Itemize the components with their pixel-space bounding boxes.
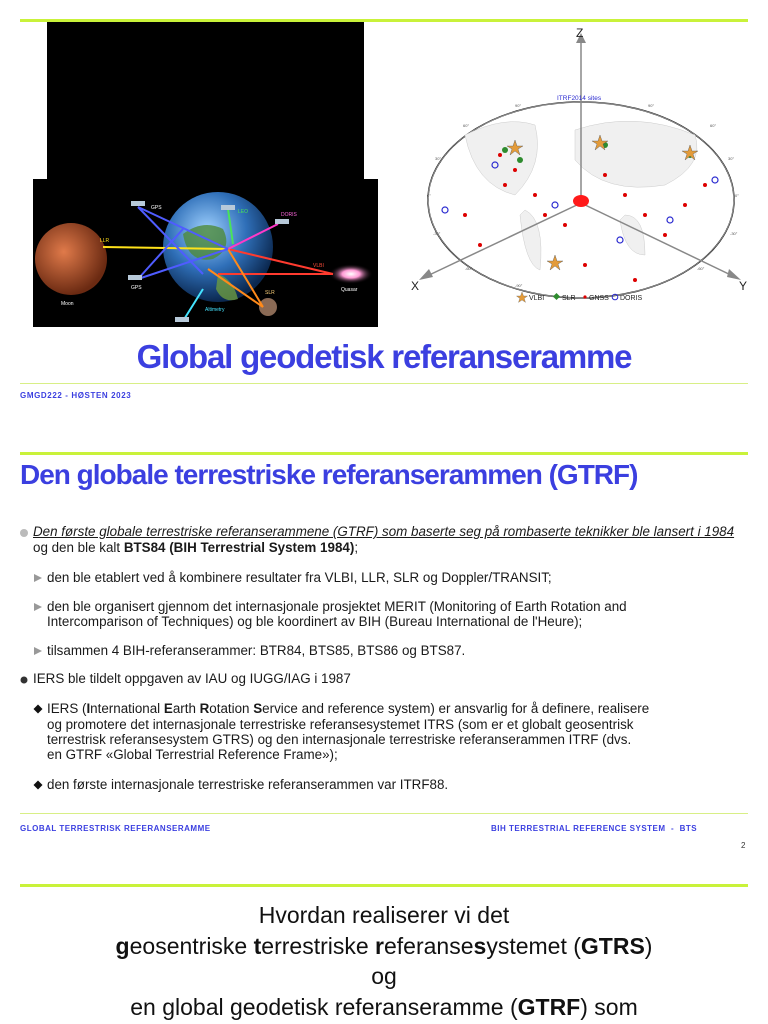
lat-label: 90°: [648, 103, 655, 108]
sub-bullet-1: den ble etablert ved å kombinere resultater fra VLBI, LLR, SLR og Doppler/TRANSIT;: [47, 570, 552, 585]
bullet-1-end: ;: [354, 540, 359, 555]
legend-vlbi: VLBI: [529, 295, 545, 302]
lat-label: 0°: [735, 193, 739, 198]
slide3-top-rule: [20, 884, 748, 887]
bullet-1-link-text: Den første globale terrestriske referanserammene (GTRF) som baserte seg på rombaserte teknikker ble lansert i 1984: [33, 524, 735, 539]
lat-label: -60°: [465, 266, 473, 271]
slide3-line-1: Hvordan realiserer vi det: [258, 902, 510, 928]
axis-label-y: Y: [739, 279, 748, 293]
s3-letter-s: s: [473, 933, 487, 959]
lat-label: -30°: [730, 231, 738, 236]
course-label: GMGD222 - HØSTEN 2023: [20, 391, 132, 400]
legend-gnss-icon: [583, 295, 586, 298]
s3-part: eosentriske: [129, 933, 254, 959]
lat-label: -30°: [433, 231, 441, 236]
page-number: 2: [741, 841, 746, 850]
s3-part: errestriske: [261, 933, 376, 959]
gtrf-label: GTRF: [517, 994, 581, 1020]
diamond-bullet-icon: [33, 704, 43, 714]
label-altimetry: Altimetry: [205, 307, 225, 313]
quasar-graphic: [329, 264, 373, 284]
lat-label: 0°: [427, 193, 431, 198]
slide3-line-4: [0, 994, 768, 1021]
bullet-2: IERS ble tildelt oppgaven av IAU og IUGG/IAG i 1987: [33, 671, 351, 686]
d1-letter-i: I: [86, 701, 91, 716]
slide3-line-2: [0, 933, 768, 960]
bullet-1: [33, 524, 745, 556]
itrf-sites-figure: [405, 25, 755, 310]
s3-part: en global geodetisk referanseramme (: [130, 994, 518, 1020]
globe-title: ITRF2014 sites: [557, 95, 602, 102]
diamond-bullet-1-line-4: en GTRF «Global Terrestrial Reference Frame»);: [47, 747, 338, 762]
title-divider: [20, 383, 748, 384]
label-vlbi: VLBI: [313, 263, 324, 269]
label-gps-bottom: GPS: [131, 285, 142, 291]
slide1-title: Global geodetisk referanseramme: [136, 338, 632, 375]
diamond-bullet-icon: [33, 780, 43, 790]
bullet-dot-icon: [19, 675, 29, 685]
axis-label-z: Z: [576, 26, 584, 40]
sub-bullet-2-line-1: den ble organisert gjennom det internasjonale prosjektet MERIT (Monitoring of Earth Rotation and: [47, 599, 627, 614]
d1-part: ervice and reference system) er ansvarlig for å definere, realisere: [262, 701, 650, 716]
s3-part: eferanse: [384, 933, 474, 959]
d1-part: IERS (: [47, 701, 87, 716]
legend-vlbi-icon: [517, 292, 528, 302]
legend-slr: SLR: [562, 295, 576, 302]
triangle-bullet-icon: [33, 573, 43, 583]
s3-part: ) som: [580, 994, 638, 1020]
slide2-title: Den globale terrestriske referanserammen (GTRF): [20, 459, 638, 490]
diamond-bullet-1-line-1: [47, 701, 649, 717]
s3-letter-r: r: [375, 933, 384, 959]
d1-part: arth: [172, 701, 200, 716]
s3-part: ystemet (: [486, 933, 581, 959]
legend-gnss: GNSS: [589, 295, 609, 302]
bullet-1-text: og den ble kalt: [33, 540, 124, 555]
footer-divider: [20, 813, 748, 814]
bullet-circle-icon: [19, 528, 29, 538]
label-quasar: Quasar: [341, 287, 358, 293]
s3-letter-g: g: [115, 933, 130, 959]
space-geodesy-scene: [33, 179, 378, 327]
lat-label: 90°: [515, 103, 522, 108]
triangle-bullet-icon: [33, 646, 43, 656]
lat-label: 30°: [435, 156, 442, 161]
moon-graphic: [35, 223, 107, 295]
d1-letter-r: R: [199, 701, 210, 716]
footer-right-label: BIH TERRESTRIAL REFERENCE SYSTEM - BTS: [491, 824, 698, 833]
lat-label: -60°: [697, 266, 705, 271]
label-doris: DORIS: [281, 212, 297, 218]
label-leo: LEO: [238, 209, 249, 215]
d1-letter-s: S: [253, 701, 263, 716]
sub-bullet-2-line-2: Intercomparison of Techniques) og ble koordinert av BIH (Bureau International de l'Heure);: [47, 614, 583, 629]
diamond-bullet-2: den første internasjonale terrestriske referanserammen var ITRF88.: [47, 777, 449, 792]
label-moon: Moon: [61, 301, 74, 307]
diamond-bullet-1-line-3: terrestrisk referansesystem GTRS) og den internasjonale terrestriske referanserammen ITRF (dvs.: [47, 732, 632, 747]
black-image-area: [47, 22, 364, 180]
label-gps-top: GPS: [151, 205, 162, 211]
footer-left-label: GLOBAL TERRESTRISK REFERANSERAMME: [20, 824, 211, 833]
triangle-bullet-icon: [33, 602, 43, 612]
s3-letter-t: t: [253, 933, 262, 959]
d1-part: nternational: [90, 701, 164, 716]
lat-label: 30°: [728, 156, 735, 161]
lat-label: 60°: [710, 123, 717, 128]
sub-bullet-3: tilsammen 4 BIH-referanserammer: BTR84, BTS85, BTS86 og BTS87.: [47, 643, 466, 658]
s3-part: ): [644, 933, 653, 959]
geodetic-techniques-image: [33, 22, 378, 327]
bts84-label: BTS84 (BIH Terrestrial System 1984): [123, 540, 355, 555]
lat-label: 60°: [463, 123, 470, 128]
label-slr: SLR: [265, 290, 275, 296]
slide3-line-3: og: [371, 963, 397, 989]
label-llr: LLR: [100, 238, 110, 244]
d1-part: otation: [209, 701, 254, 716]
d1-letter-e: E: [163, 701, 173, 716]
axis-label-x: X: [411, 279, 420, 293]
legend-doris: DORIS: [620, 295, 643, 302]
gtrs-label: GTRS: [580, 933, 645, 959]
slide2-top-rule: [20, 452, 748, 455]
diamond-bullet-1-line-2: og promotere det internasjonale terrestriske referansesystemet ITRS (som er et globalt geosentrisk: [47, 717, 634, 732]
lat-label: -90°: [515, 283, 523, 288]
